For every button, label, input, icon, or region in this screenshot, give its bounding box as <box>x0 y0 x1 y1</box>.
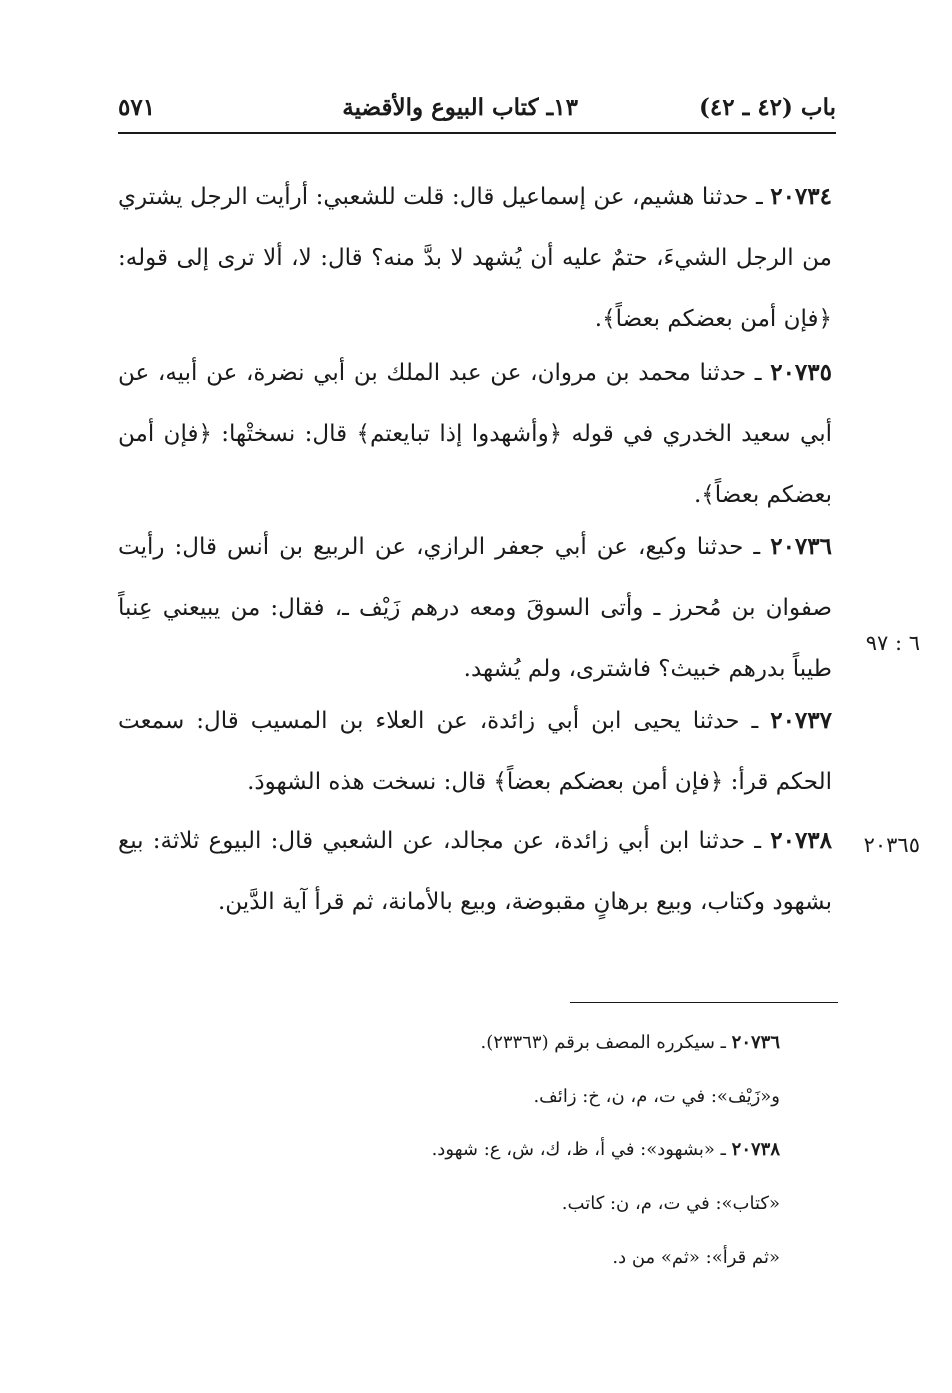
footnote-text: «ثم قرأ»: «ثم» من د. <box>612 1247 780 1268</box>
hadith-text: ـ حدثنا هشيم، عن إسماعيل قال: قلت للشعبي: أرأيت الرجل يشتري من الرجل الشيءَ، حتمٌ عليه أن يُشهد لا بدَّ منه؟ قال: لا، ألا ترى إلى قوله: ﴿فإن أمن بعضكم بعضاً﴾. <box>118 184 832 332</box>
footnote-text: و«زَيْف»: في ت، م، ن، خ: زائف. <box>533 1086 780 1107</box>
footnote-rule <box>570 1002 838 1003</box>
hadith-entry <box>118 516 832 700</box>
footnote-number: ٢٠٧٣٦ <box>731 1032 780 1053</box>
footnote-text: ـ سيكرره المصف برقم (٢٣٣٦٣). <box>480 1032 726 1053</box>
footnote <box>140 1086 780 1107</box>
footnote-number: ٢٠٧٣٨ <box>731 1139 780 1160</box>
footnote <box>140 1193 780 1214</box>
hadith-text: ـ حدثنا وكيع، عن أبي جعفر الرازي، عن الربيع بن أنس قال: رأيت صفوان بن مُحرز ـ وأتى السوقَ ومعه درهم زَيْف ـ، فقال: من يبيعني عِنباً طيباً بدرهم خبيث؟ فاشترى، ولم يُشهد. <box>118 534 832 682</box>
footnote-text: ـ «بشهود»: في أ، ظ، ك، ش، ع: شهود. <box>431 1139 726 1160</box>
footnote <box>140 1139 780 1160</box>
hadith-text: ـ حدثنا ابن أبي زائدة، عن مجالد، عن الشعبي قال: البيوع ثلاثة: بيع بشهود وكتاب، وبيع برهانٍ مقبوضة، وبيع بالأمانة، ثم قرأ آية الدَّين. <box>118 828 832 915</box>
footnote <box>140 1032 780 1053</box>
margin-reference: ٢٠٣٦٥ <box>863 833 920 857</box>
footnote-text: «كتاب»: في ت، م، ن: كاتب. <box>561 1193 780 1214</box>
hadith-entry <box>118 166 832 350</box>
hadith-entry <box>118 810 832 933</box>
running-header <box>118 92 836 132</box>
hadith-entry <box>118 342 832 526</box>
hadith-text: ـ حدثنا محمد بن مروان، عن عبد الملك بن أبي نضرة، عن أبيه، عن أبي سعيد الخدري في قوله ﴿وأشهدوا إذا تبايعتم﴾ قال: نسختْها: ﴿فإن أمن بعضكم بعضاً﴾. <box>118 360 832 508</box>
hadith-number: ٢٠٧٣٦ <box>770 533 832 560</box>
book-title: ١٣ـ كتاب البيوع والأقضية <box>342 94 578 121</box>
hadith-number: ٢٠٧٣٤ <box>770 183 832 210</box>
hadith-number: ٢٠٧٣٨ <box>770 827 833 854</box>
page-number: ٥٧١ <box>118 94 156 121</box>
hadith-number: ٢٠٧٣٧ <box>770 707 832 734</box>
hadith-number: ٢٠٧٣٥ <box>770 359 832 386</box>
hadith-entry <box>118 690 832 813</box>
hadith-text: ـ حدثنا يحيى ابن أبي زائدة، عن العلاء بن المسيب قال: سمعت الحكم قرأ: ﴿فإن أمن بعضكم بعضاً﴾ قال: نسخت هذه الشهودَ. <box>118 708 832 795</box>
margin-reference: ٦ : ٩٧ <box>865 631 920 655</box>
footnote <box>140 1247 780 1268</box>
header-rule <box>118 132 836 134</box>
chapter-heading: باب (٤٢ ـ ٤٢) <box>698 94 836 121</box>
